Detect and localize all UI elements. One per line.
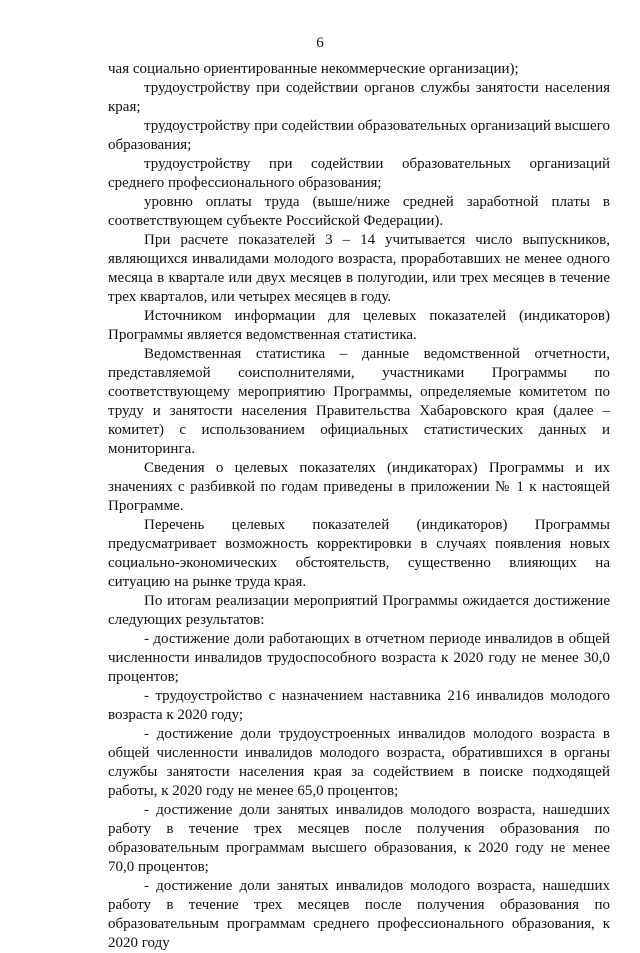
paragraph: При расчете показателей 3 – 14 учитывается число выпускников, являющихся инвалидами молодого возраста, проработавших не менее одного месяца в квартале или двух месяцев в полугодии, или трех месяцев в течение трех кварталов, или четырех месяцев в году. [108,232,610,305]
paragraph: Источником информации для целевых показателей (индикаторов) Программы является ведомственная статистика. [108,308,610,343]
paragraph: Сведения о целевых показателях (индикаторах) Программы и их значениях с разбивкой по годам приведены в приложении № 1 к настоящей Программе. [108,460,610,514]
list-item: - достижение доли занятых инвалидов молодого возраста, нашедших работу в течение трех месяцев после получения образования по образовательным программам среднего профессионального образования, к 2020 году [108,878,610,951]
paragraph: чая социально ориентированные некоммерческие организации); [108,61,519,77]
paragraph: трудоустройству при содействии образовательных организаций высшего образования; [108,118,610,153]
paragraph: трудоустройству при содействии образовательных организаций среднего профессионального образования; [108,156,610,191]
list-item: - достижение доли занятых инвалидов молодого возраста, нашедших работу в течение трех месяцев после получения образования по образовательным программам высшего образования, к 2020 году не менее 70,0 процентов; [108,802,610,875]
page-number: 6 [316,35,324,51]
list-item: - достижение доли трудоустроенных инвалидов молодого возраста в общей численности инвалидов молодого возраста, обратившихся в органы службы занятости населения края за содействием в поиске подходящей работы, к 2020 году не менее 65,0 процентов; [108,726,610,799]
paragraph: трудоустройству при содействии органов службы занятости населения края; [108,80,610,115]
paragraph: Перечень целевых показателей (индикаторов) Программы предусматривает возможность корректировки в случаях появления новых социально-экономических обстоятельств, существенно влияющих на ситуацию на рынке труда края. [108,517,610,590]
paragraph: Ведомственная статистика – данные ведомственной отчетности, представляемой соисполнителями, участниками Программы по соответствующему мероприятию Программы, определяемые комитетом по труду и занятости населения Правительства Хабаровского края (далее – комитет) с использованием официальных статистических данных и мониторинга. [108,346,610,457]
document-body [108,60,610,953]
list-item: - трудоустройство с назначением наставника 216 инвалидов молодого возраста к 2020 году; [108,688,610,723]
list-item: - достижение доли работающих в отчетном периоде инвалидов в общей численности инвалидов трудоспособного возраста к 2020 году не менее 30,0 процентов; [108,631,610,685]
paragraph: По итогам реализации мероприятий Программы ожидается достижение следующих результатов: [108,593,610,628]
paragraph: уровню оплаты труда (выше/ниже средней заработной платы в соответствующем субъекте Российской Федерации). [108,194,610,229]
